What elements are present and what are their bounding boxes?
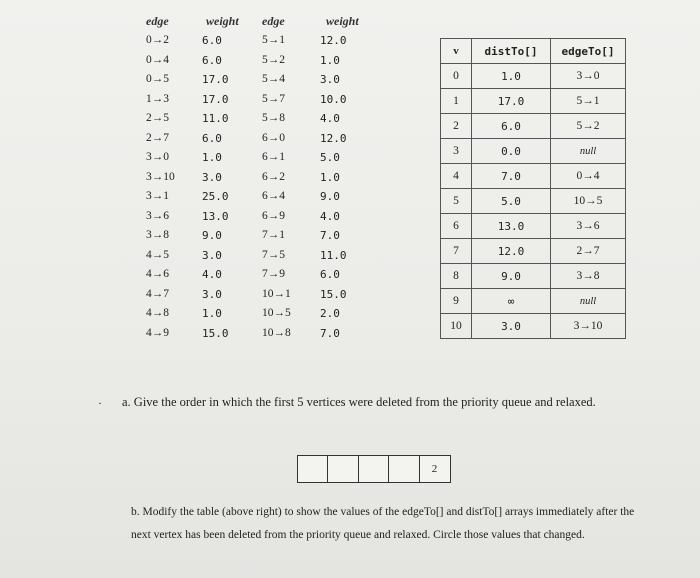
edge-cell: 4→9 [146,326,169,339]
header-v: v [441,39,472,64]
edge-cell: 6→2 [262,170,285,183]
weight-cell: 5.0 [320,151,340,164]
vertex-cell: 3 [441,139,472,164]
edgeto-cell: null [551,289,626,314]
weight-cell: 1.0 [320,53,340,67]
edgeto-cell: 5→1 [551,89,626,114]
weight-cell: 9.0 [202,229,222,242]
distto-cell: 6.0 [472,114,551,139]
vertex-cell: 10 [441,314,472,339]
edge-cell: 5→7 [262,92,285,105]
edge-cell: 4→6 [146,268,169,280]
weight-cell: 25.0 [202,190,229,203]
dist-table-row [441,314,626,339]
edge-cell: 6→9 [262,209,285,222]
answer-box-3[interactable] [358,455,390,483]
vertex-cell: 1 [441,89,472,114]
edge-cell: 0→4 [146,53,169,66]
weight-cell: 17.0 [202,73,229,86]
distto-cell: 0.0 [472,139,551,164]
weight-cell: 1.0 [202,151,222,164]
distto-cell: 7.0 [472,164,551,189]
edge-weight-row [140,32,380,52]
edge-cell: 10→1 [262,287,291,300]
edge-weight-row [140,208,380,228]
edgeto-cell: 10→5 [551,189,626,214]
edge-cell: 6→1 [262,151,285,163]
distto-cell: ∞ [472,289,551,314]
answer-box-4[interactable] [388,455,420,483]
vertex-cell: 0 [441,64,472,89]
edge-cell: 3→10 [146,170,175,183]
edge-weight-row [140,71,380,91]
distto-cell: 17.0 [472,89,551,114]
edge-cell: 5→4 [262,73,285,85]
answer-box-5[interactable]: 2 [419,455,451,483]
weight-cell: 3.0 [320,73,340,86]
dist-table-row [441,64,626,89]
vertex-cell: 4 [441,164,472,189]
header-edgeto: edgeTo[] [551,39,626,64]
weight-cell: 12.0 [320,34,347,47]
weight-cell: 6.0 [202,34,222,47]
weight-cell: 6.0 [202,131,222,145]
edge-cell: 1→3 [146,92,169,105]
edgeto-cell: null [551,139,626,164]
dist-table-row [441,214,626,239]
distto-cell: 12.0 [472,239,551,264]
answer-box-1[interactable] [297,455,329,483]
weight-cell: 10.0 [320,92,347,106]
edge-cell: 3→8 [146,229,169,241]
edge-weight-row [140,110,380,130]
vertex-cell: 5 [441,189,472,214]
dist-table-row [441,289,626,314]
weight-cell: 1.0 [320,170,340,184]
edge-cell: 3→6 [146,209,169,222]
edge-weight-row [140,247,380,267]
vertex-cell: 7 [441,239,472,264]
edge-cell: 0→2 [146,34,169,46]
edge-cell: 7→9 [262,268,285,280]
vertex-cell: 2 [441,114,472,139]
edge-weight-row [140,325,380,345]
weight-cell: 6.0 [202,53,222,67]
dist-edge-table [440,38,626,339]
weight-cell: 4.0 [320,112,340,125]
edge-weight-row [140,188,380,208]
edgeto-cell: 0→4 [551,164,626,189]
edge-weight-row [140,266,380,286]
distto-cell: 1.0 [472,64,551,89]
edge-cell: 5→8 [262,112,285,124]
edge-cell: 4→7 [146,287,169,300]
dist-table-row [441,139,626,164]
edgeto-cell: 3→10 [551,314,626,339]
vertex-cell: 6 [441,214,472,239]
dist-table-row [441,189,626,214]
vertex-cell: 9 [441,289,472,314]
edgeto-cell: 5→2 [551,114,626,139]
header-weight-2: weight [326,14,359,28]
dist-table-header [441,39,626,64]
question-b-text: b. Modify the table (above right) to show the values of the edgeTo[] and distTo[] arrays immediately after the next vertex has been deleted from the priority queue and relaxed. Circle those values that changed. [131,506,635,541]
edge-cell: 2→5 [146,112,169,124]
edge-cell: 4→8 [146,307,169,319]
weight-cell: 13.0 [202,209,229,223]
edge-weight-row [140,286,380,306]
weight-cell: 3.0 [202,248,222,262]
weight-cell: 1.0 [202,307,222,320]
edge-cell: 0→5 [146,73,169,85]
distto-cell: 5.0 [472,189,551,214]
answer-box-2[interactable] [327,455,359,483]
edge-weight-row [140,91,380,111]
edge-cell: 5→2 [262,53,285,66]
edge-weight-row [140,149,380,169]
weight-cell: 9.0 [320,190,340,203]
edge-cell: 7→5 [262,248,285,261]
weight-cell: 15.0 [202,326,229,340]
edgeto-cell: 3→0 [551,64,626,89]
edge-cell: 10→5 [262,307,291,319]
edge-cell: 7→1 [262,229,285,241]
dist-table-row [441,239,626,264]
edge-cell: 10→8 [262,326,291,339]
header-edge-1: edge [146,14,169,28]
distto-cell: 9.0 [472,264,551,289]
weight-cell: 6.0 [320,268,340,281]
edge-cell: 6→4 [262,190,285,202]
edge-weight-table [140,10,380,344]
edgeto-cell: 2→7 [551,239,626,264]
edge-cell: 3→0 [146,151,169,163]
edge-cell: 5→1 [262,34,285,46]
weight-cell: 12.0 [320,131,347,145]
weight-cell: 2.0 [320,307,340,320]
weight-cell: 15.0 [320,287,347,301]
edge-weight-row [140,130,380,150]
edgeto-cell: 3→6 [551,214,626,239]
weight-cell: 3.0 [202,170,222,184]
edge-cell: 2→7 [146,131,169,144]
weight-cell: 11.0 [202,112,229,125]
edge-weight-row [140,169,380,189]
weight-cell: 17.0 [202,92,229,106]
vertex-cell: 8 [441,264,472,289]
edge-cell: 3→1 [146,190,169,202]
dist-table-row [441,164,626,189]
edgeto-cell: 3→8 [551,264,626,289]
weight-cell: 7.0 [320,326,340,340]
weight-cell: 3.0 [202,287,222,301]
weight-cell: 7.0 [320,229,340,242]
edge-weight-header [140,10,380,32]
weight-cell: 4.0 [202,268,222,281]
edge-weight-row [140,227,380,247]
bullet-mark: · [98,396,102,410]
question-a-text: a. Give the order in which the first 5 vertices were deleted from the priority queue and relaxed. [122,395,596,409]
header-edge-2: edge [262,14,285,28]
edge-cell: 4→5 [146,248,169,261]
distto-cell: 3.0 [472,314,551,339]
dist-table-row [441,264,626,289]
edge-cell: 6→0 [262,131,285,144]
answer-boxes [298,455,451,483]
dist-table-row [441,89,626,114]
distto-cell: 13.0 [472,214,551,239]
edge-weight-row [140,52,380,72]
edge-weight-row [140,305,380,325]
header-distto: distTo[] [472,39,551,64]
header-weight-1: weight [206,14,239,28]
weight-cell: 4.0 [320,209,340,223]
weight-cell: 11.0 [320,248,347,262]
dist-table-row [441,114,626,139]
